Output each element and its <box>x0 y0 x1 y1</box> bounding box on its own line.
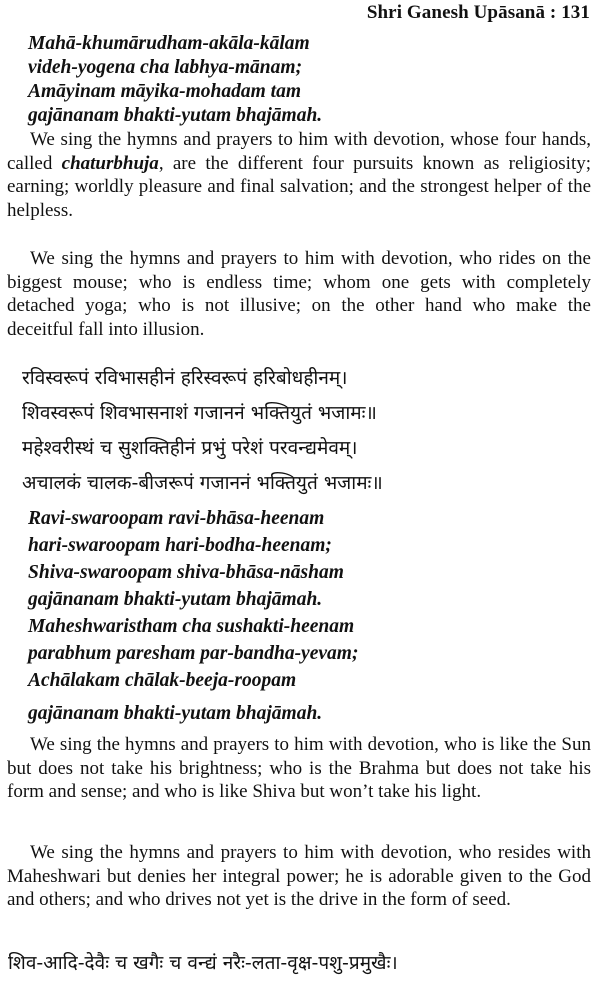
paragraph-2 <box>0 247 600 341</box>
verse-line: Amāyinam māyika-mohadam tam <box>28 81 302 102</box>
verse-line: Achālakam chālak-beeja-roopam <box>28 670 297 691</box>
paragraph-text: We sing the hymns and prayers to him with devotion, who resides with Maheshwari but denies her integral power; he is adorable given to the God and others; and who drives not yet is the drive in the form of seed. <box>7 842 591 911</box>
sanskrit-block-2 <box>0 946 600 981</box>
paragraph-text: , are the different four pursuits known as religiosity; earning; worldly pleasure and final salvation; and the strongest helper of the helpless. <box>7 152 592 221</box>
sanskrit-line: शिवस्वरूपं शिवभासनाशं गजाननं भक्तियुतं भजामः॥ <box>22 402 377 424</box>
paragraph-1 <box>0 128 600 222</box>
running-header: Shri Ganesh Upāsanā : 131 <box>366 2 590 23</box>
verse-line: Mahā-khumārudham-akāla-kālam <box>28 33 310 54</box>
verse-line: gajānanam bhakti-yutam bhajāmah. <box>28 589 323 610</box>
verse-line: gajānanam bhakti-yutam bhajāmah. <box>28 703 323 724</box>
paragraph-text: We sing the hymns and prayers to him with devotion, who rides on the biggest mouse; who is endless time; whom one gets with completely detached yoga; who is not illusive; on the other hand who make the deceitful fall into illusion. <box>7 248 591 340</box>
verse-line: gajānanam bhakti-yutam bhajāmah. <box>28 105 323 126</box>
paragraph-3 <box>0 733 600 804</box>
verse-line: Ravi-swaroopam ravi-bhāsa-heenam <box>28 508 325 529</box>
emphasis-term: chaturbhuja <box>61 152 159 174</box>
verse-line: Maheshwaristham cha sushakti-heenam <box>28 616 355 637</box>
paragraph-text: We sing the hymns and prayers to him with devotion, who is like the Sun but does not take his brightness; who is the Brahma but does not take his form and sense; and who is like Shiva but won’t take his light. <box>7 734 591 803</box>
paragraph-text: We sing the hymns and prayers to him with devotion, whose four hands, called <box>7 129 591 174</box>
verse-block-1 <box>0 32 600 128</box>
sanskrit-line: महेश्वरीस्थं च सुशक्तिहीनं प्रभुं परेशं परवन्द्यमेवम्। <box>22 437 358 459</box>
sanskrit-line: अचालकं चालक-बीजरूपं गजाननं भक्तियुतं भजामः॥ <box>22 472 383 494</box>
verse-line: videh-yogena cha labhya-mānam; <box>28 57 303 78</box>
sanskrit-line: रविस्वरूपं रविभासहीनं हरिस्वरूपं हरिबोधहीनम्। <box>22 367 348 389</box>
verse-line: parabhum paresham par-bandha-yevam; <box>28 643 359 664</box>
paragraph-4 <box>0 841 600 912</box>
verse-line: hari-swaroopam hari-bodha-heenam; <box>28 535 332 556</box>
sanskrit-block-1 <box>0 361 600 501</box>
verse-line: Shiva-swaroopam shiva-bhāsa-nāsham <box>28 562 344 583</box>
sanskrit-line: शिव-आदि-देवैः च खगैः च वन्द्यं नरैः-लता-वृक्ष-पशु-प्रमुखैः। <box>8 952 398 974</box>
verse-block-2 <box>0 505 600 727</box>
